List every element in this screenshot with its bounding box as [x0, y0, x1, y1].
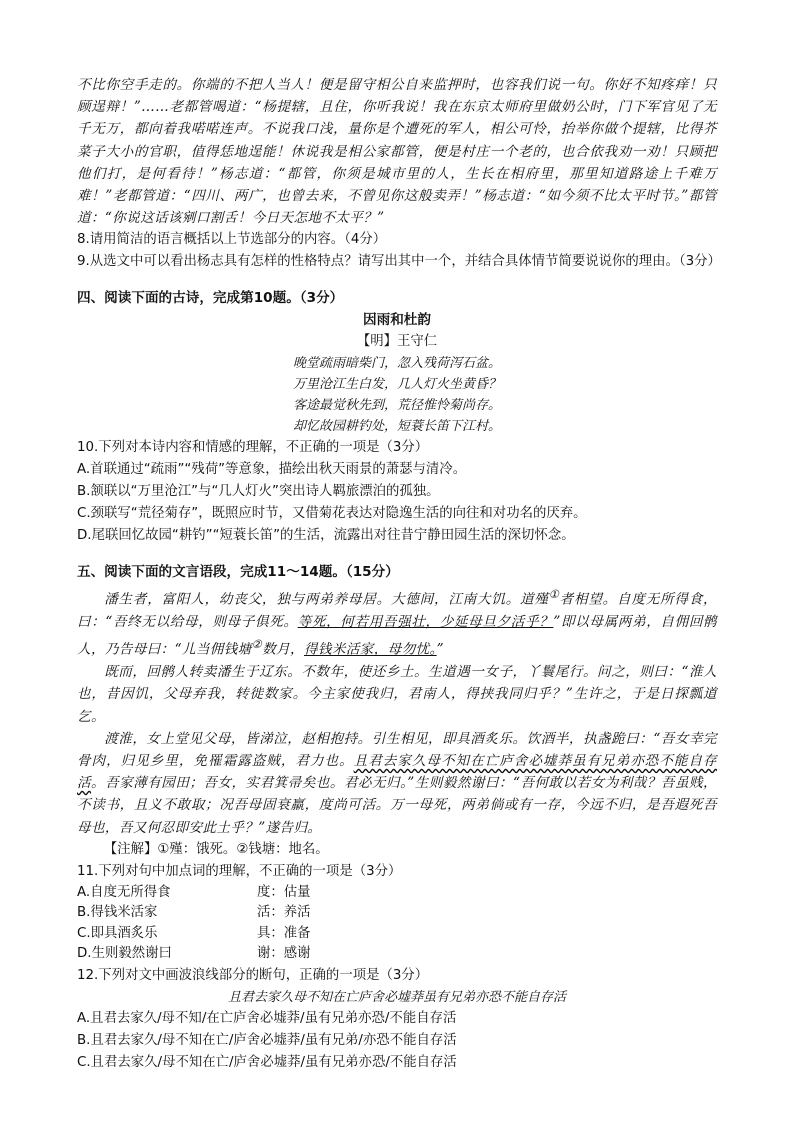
- question-12-option: A.且君去家久/母不知/在亡庐舍必墟莽/虽有兄弟亦恐/不能自存活: [77, 1010, 457, 1026]
- question-9: 9.从选文中可以看出杨志具有怎样的性格特点？请写出其中一个，并结合具体情节简要说说你的理由。（3分）: [77, 254, 721, 270]
- poem-line: 晚堂疏雨暗柴门，忽入残荷泻石盆。: [292, 356, 501, 372]
- question-10-option: B.颔联以“万里沧江”与“几人灯火”突出诗人羁旅漂泊的孤独。: [77, 484, 440, 500]
- poem-title: 因雨和杜韵: [363, 312, 431, 329]
- question-11-option: B.得钱米活家 活：养活: [77, 905, 311, 921]
- poem-line: 万里沧江生白发，几人灯火坐黄昏？: [292, 377, 501, 393]
- question-11-option: D.生则毅然谢曰 谢：感谢: [77, 946, 311, 962]
- poem-author: 【明】王守仁: [356, 334, 438, 350]
- annotation-note: 【注解】①殣：饿死。②钱塘：地名。: [103, 841, 329, 857]
- question-12: 12.下列对文中画波浪线部分的断句，正确的一项是（3分）: [77, 967, 429, 983]
- wavy-underlined-sentence: 且君去家久母不知在亡庐舍必墟莽虽有兄弟亦恐不能自存活: [77, 752, 717, 792]
- question-11-option: A.自度无所得食 度：估量: [77, 884, 311, 900]
- section-5-heading: 五、阅读下面的文言语段，完成11～14题。（15分）: [77, 564, 399, 581]
- question-10-option: A.首联通过“疏雨”“残荷”等意象，描绘出秋天雨景的萧瑟与清冷。: [77, 462, 467, 478]
- question-10-option: D.尾联回忆故园“耕钓”“短蓑长笛”的生活，流露出对往昔宁静田园生活的深切怀念。: [77, 528, 575, 544]
- question-12-sentence: 且君去家久母不知在亡庐舍必墟莽虽有兄弟亦恐不能自存活: [227, 989, 566, 1005]
- question-12-option: C.且君去家久/母不知在亡/庐舍必墟莽/虽有兄弟亦恐/不能自存活: [77, 1054, 457, 1070]
- classical-paragraph-1: 潘生者，富阳人，幼丧父，独与两弟养母居。大德间，江南大饥。道殣①者相望。自度无所得食，曰：“吾终无以给母，则母子俱死。等死，何若用吾强壮，少延母旦夕活乎？”即以母属两弟，自佣回鹘人，乃告母曰：“儿当佣钱塘②数月，得钱米活家，母勿忧。”: [77, 587, 717, 658]
- question-10-option: C.颈联写“荒径菊存”，既照应时节，又借菊花表达对隐逸生活的向往和对功名的厌弃。: [77, 506, 587, 522]
- classical-paragraph-3: 渡淮，女上堂见父母，皆涕泣，赵相抱持。引生相见，即具酒炙乐。饮酒半，执盏跪曰：“吾女幸完骨肉，归见乡里，免罹霜露盗贼，君力也。且君去家久母不知在亡庐舍必墟莽虽有兄弟亦恐不能自存活。吾家薄有园田；吾女，实君箕帚矣也。君必无归。”生则毅然谢曰：“吾何敢以若女为利哉？吾虽贱，不读书，且义不敢取；况吾母固衰羸，度尚可活。万一母死，两弟倘或有一存，今远不归，是吾遐死吾母也，吾又何忍即安此土乎？”遂告归。: [77, 730, 717, 836]
- question-12-option: B.且君去家久/母不知在亡/庐舍必墟莽/虽有兄弟/亦恐不能自存活: [77, 1032, 457, 1048]
- section-4-heading: 四、阅读下面的古诗，完成第10题。（3分）: [77, 290, 344, 307]
- footnote-marker: ②: [251, 637, 263, 652]
- underlined-sentence: 等死，何若用吾强壮，少延母旦夕活乎？: [297, 614, 554, 631]
- question-10: 10.下列对本诗内容和情感的理解，不正确的一项是（3分）: [77, 440, 429, 456]
- footnote-marker: ①: [548, 587, 560, 602]
- classical-paragraph-2: 既而，回鹘人转卖潘生于辽东。不数年，使还乡土。生道遇一女子，丫鬟尾行。问之，则曰：“淮人也，昔因饥，父母弃我，转徙数家。今主家使我归，君南人，得挟我同归乎？”生许之，于是日探瓢道乞。: [77, 664, 717, 725]
- poem-line: 客途最觉秋先到，荒径惟怜菊尚存。: [292, 398, 501, 414]
- question-11-option: C.即具酒炙乐 具：准备: [77, 925, 311, 941]
- story-passage: 不比你空手走的。你端的不把人当人！便是留守相公自来监押时，也容我们说一句。你好不知疼痒！只顾逞辩！”……老都管喝道：“杨提辖，且住，你听我说！我在东京太师府里做奶公时，门下军官见了无千无万，都向着我喏喏连声。不说我口浅，量你是个遭死的军人，相公可怜，抬举你做个提辖，比得芥菜子大小的官职，值得恁地逞能！休说我是相公家都管，便是村庄一个老的，也合依我劝一劝！只顾把他们打，是何看待！”杨志道：“都管，你须是城市里的人，生长在相府里，那里知道路途上千难万难！”老都管道：“四川、两广，也曾去来，不曾见你这般卖弄！”杨志道：“如今须不比太平时节。”都管道：“你说这话该剜口割舌！今日天怎地不太平？”: [77, 77, 717, 227]
- question-8: 8.请用简洁的语言概括以上节选部分的内容。（4分）: [77, 232, 387, 248]
- exam-page: [77, 74, 721, 1074]
- underlined-sentence: 得钱米活家，母勿忧。: [303, 641, 437, 658]
- question-11: 11.下列对句中加点词的理解，不正确的一项是（3分）: [77, 863, 402, 879]
- poem-line: 却忆故园耕钓处，短蓑长笛下江村。: [292, 419, 501, 435]
